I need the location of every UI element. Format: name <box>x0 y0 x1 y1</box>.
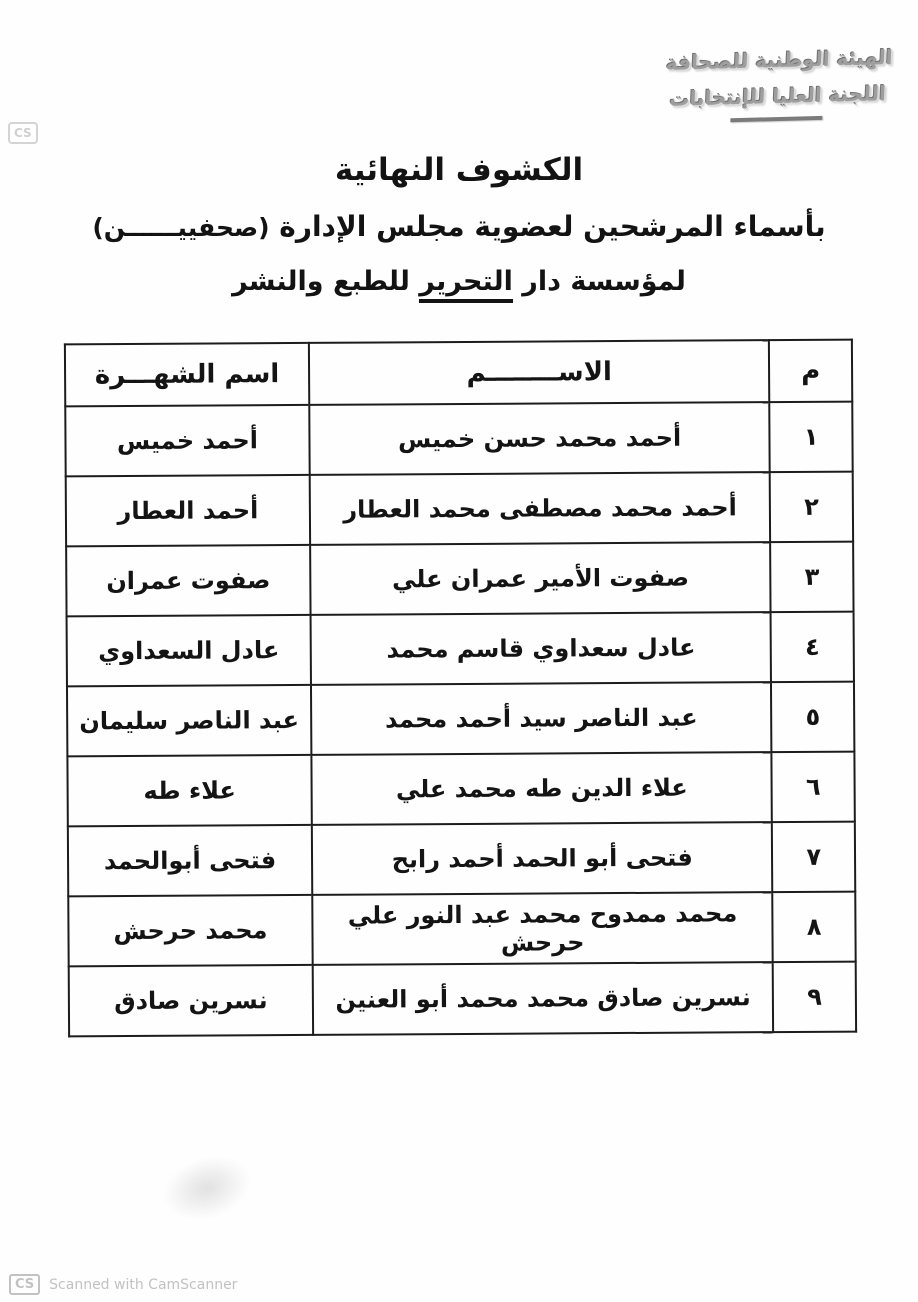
table-row <box>67 682 854 757</box>
org-prefix: لمؤسسة دار <box>522 266 686 297</box>
row-number: ٧ <box>772 822 855 893</box>
page-title: الكشوف النهائية <box>334 152 584 188</box>
table-row <box>66 542 853 617</box>
candidate-known-name: أحمد العطار <box>66 475 310 546</box>
table-row <box>67 752 854 827</box>
subtitle-parenthetical: (صحفييــــــن) <box>92 213 270 242</box>
candidate-full-name: أحمد محمد مصطفى محمد العطار <box>310 472 771 545</box>
candidate-full-name: نسرين صادق محمد محمد أبو العنين <box>313 962 774 1035</box>
candidate-known-name: فتحى أبوالحمد <box>68 825 312 896</box>
candidate-known-name: عبد الناصر سليمان <box>67 685 311 756</box>
table-row <box>65 402 852 477</box>
stamp-underline <box>731 116 823 122</box>
table-row <box>69 962 856 1037</box>
stamp-line-2: اللجنة العليا للإنتخابات <box>669 81 887 111</box>
candidate-full-name: صفوت الأمير عمران علي <box>310 542 771 615</box>
candidate-known-name: صفوت عمران <box>66 545 310 616</box>
org-underlined-word: التحرير <box>419 266 513 303</box>
scan-smudge-artifact <box>155 1146 259 1231</box>
camscanner-icon: CS <box>9 1274 40 1295</box>
table-header-row <box>65 340 852 407</box>
page-subtitle <box>0 210 918 243</box>
camscanner-watermark <box>9 1274 237 1295</box>
candidate-full-name: عبد الناصر سيد أحمد محمد <box>311 682 772 755</box>
candidate-known-name: نسرين صادق <box>69 965 313 1036</box>
table-body <box>65 402 856 1037</box>
org-suffix: للطبع والنشر <box>232 266 410 297</box>
candidates-table <box>64 339 857 1038</box>
table-row <box>68 822 855 897</box>
row-number: ٨ <box>773 892 856 963</box>
row-number: ٥ <box>771 682 854 753</box>
stamp-line-1: الهيئة الوطنية للصحافة <box>665 44 894 75</box>
candidate-known-name: عادل السعداوي <box>67 615 311 686</box>
table-row <box>67 612 854 687</box>
row-number: ١ <box>770 402 853 473</box>
candidate-full-name: محمد ممدوح محمد عبد النور علي حرحش <box>312 892 773 965</box>
row-number: ٩ <box>773 962 856 1033</box>
table-row <box>66 472 853 547</box>
header-name: الاســــــــم <box>309 340 770 405</box>
header-number: م <box>769 340 852 403</box>
organization-line <box>0 266 918 297</box>
header-known-name: اسم الشهـــرة <box>65 343 309 406</box>
candidate-full-name: فتحى أبو الحمد أحمد رابح <box>312 822 773 895</box>
candidate-known-name: محمد حرحش <box>68 895 312 966</box>
candidate-known-name: أحمد خميس <box>65 405 309 476</box>
candidate-full-name: أحمد محمد حسن خميس <box>309 402 770 475</box>
candidate-known-name: علاء طه <box>67 755 311 826</box>
table-row <box>68 892 855 967</box>
row-number: ٣ <box>770 542 853 613</box>
row-number: ٢ <box>770 472 853 543</box>
candidate-full-name: علاء الدين طه محمد علي <box>311 752 772 825</box>
row-number: ٤ <box>771 612 854 683</box>
camscanner-text: Scanned with CamScanner <box>49 1276 238 1293</box>
camscanner-corner-badge: CS <box>8 122 38 144</box>
candidate-full-name: عادل سعداوي قاسم محمد <box>311 612 772 685</box>
row-number: ٦ <box>772 752 855 823</box>
subtitle-text: بأسماء المرشحين لعضوية مجلس الإدارة <box>279 210 826 243</box>
authority-stamp <box>664 39 894 124</box>
